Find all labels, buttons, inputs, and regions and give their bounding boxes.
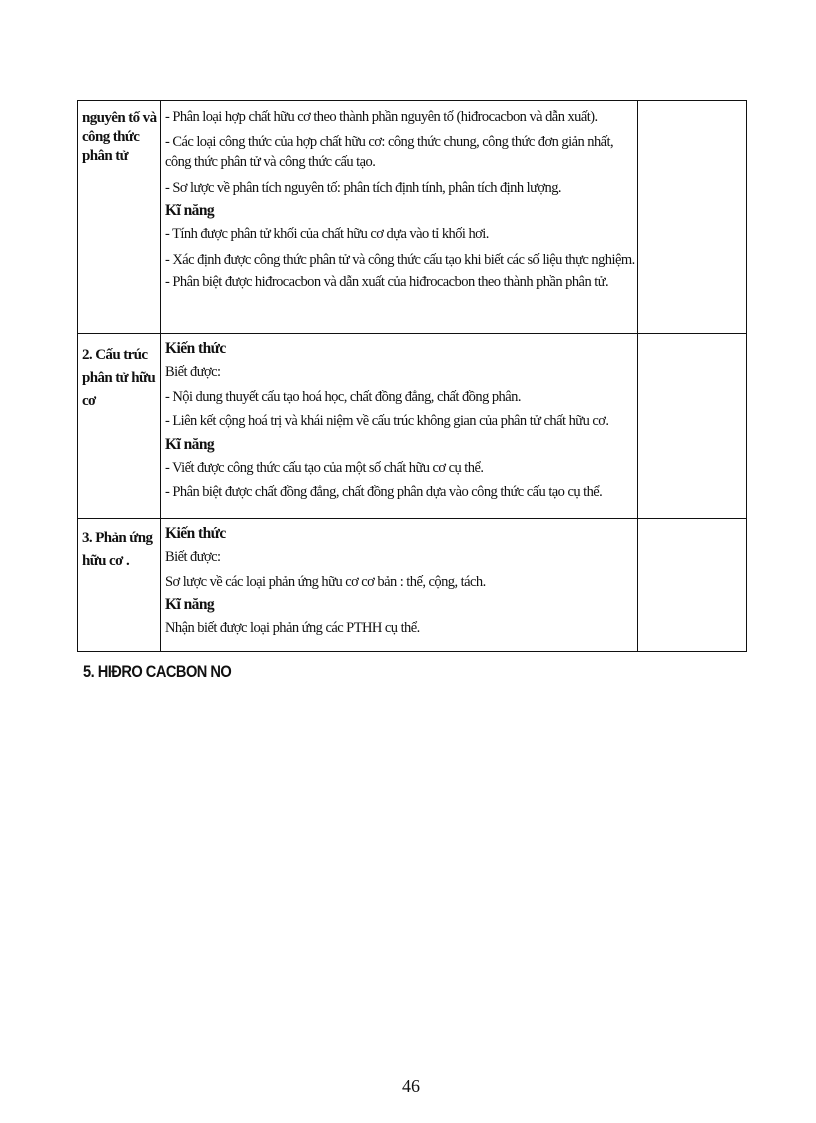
section-label: Kĩ năng (165, 596, 215, 613)
content-line: Sơ lược về các loại phản ứng hữu cơ cơ bản : thế, cộng, tách. (165, 573, 486, 590)
empty-cell (638, 101, 747, 334)
content-line: Biết được: (165, 549, 221, 565)
table-row (78, 334, 747, 519)
content-line: - Phân biệt được chất đồng đẳng, chất đồng phân dựa vào công thức cấu tạo cụ thể. (165, 484, 603, 500)
content-cell (161, 101, 638, 334)
topic-label: 3. Phản ứng hữu cơ . (82, 530, 153, 569)
content-line: - Nội dung thuyết cấu tạo hoá học, chất đồng đẳng, chất đồng phân. (165, 388, 521, 405)
content-cell (161, 519, 638, 652)
section-label: Kĩ năng (165, 202, 215, 219)
section-heading: 5. HIĐRO CACBON NO (83, 662, 232, 681)
content-line: - Sơ lược về phân tích nguyên tố: phân tích định tính, phân tích định lượng. (165, 179, 562, 196)
table-row (78, 519, 747, 652)
section-label: Kĩ năng (165, 435, 215, 453)
topic-label: nguyên tố và công thức phân tử (82, 110, 157, 164)
content-line: - Liên kết cộng hoá trị và khái niệm về cấu trúc không gian của phân tử chất hữu cơ. (165, 413, 609, 429)
content-line: Nhận biết được loại phản ứng các PTHH cụ thể. (165, 620, 420, 636)
content-line: - Xác định được công thức phân tử và công thức cấu tạo khi biết các số liệu thực nghiệm. (165, 251, 635, 268)
empty-cell (638, 334, 747, 519)
content-line: - Phân loại hợp chất hữu cơ theo thành phần nguyên tố (hiđrocacbon và dẫn xuất). (165, 109, 598, 125)
page-number: 46 (402, 1076, 420, 1096)
topic-cell (78, 334, 161, 519)
empty-cell (638, 519, 747, 652)
content-line: - Tính được phân tử khối của chất hữu cơ dựa vào tỉ khối hơi. (165, 226, 489, 242)
content-line: - Phân biệt được hiđrocacbon và dẫn xuất của hiđrocacbon theo thành phần phân tử. (165, 273, 609, 290)
table-row (78, 101, 747, 334)
topic-label: 2. Cấu trúc phân tử hữu cơ (82, 347, 156, 409)
content-line: Biết được: (165, 364, 221, 380)
section-label: Kiến thức (165, 525, 226, 542)
section-label: Kiến thức (165, 340, 226, 357)
topic-cell (78, 101, 161, 334)
content-line: - Các loại công thức của hợp chất hữu cơ: công thức chung, công thức đơn giản nhất, công thức phân tử và công thức cấu tạo. (165, 133, 614, 170)
content-table (77, 100, 747, 652)
content-cell (161, 334, 638, 519)
content-line: - Viết được công thức cấu tạo của một số chất hữu cơ cụ thể. (165, 459, 484, 476)
topic-cell (78, 519, 161, 652)
